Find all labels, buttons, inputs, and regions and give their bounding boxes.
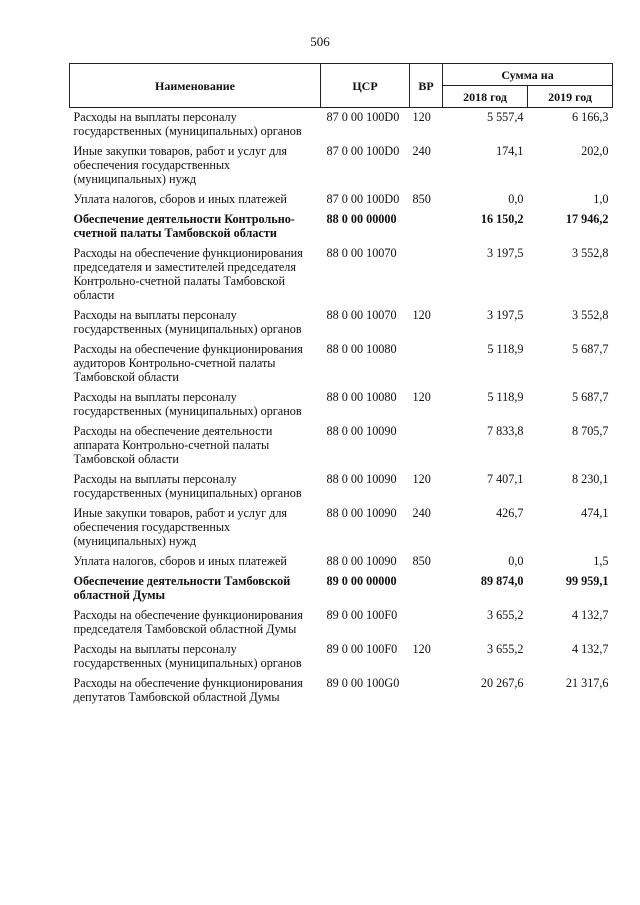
table-row: [70, 209, 613, 243]
row-vr: 120: [412, 472, 431, 486]
row-name: Расходы на выплаты персоналу государственных (муниципальных) органов: [73, 390, 302, 418]
row-name: Расходы на обеспечение функционирования депутатов Тамбовской областной Думы: [73, 676, 303, 704]
table-row: [70, 243, 613, 305]
row-value-2019: 8 705,7: [571, 424, 609, 438]
row-vr: 120: [412, 642, 431, 656]
page-number: 506: [310, 34, 330, 49]
table-row: [70, 339, 613, 387]
row-name: Расходы на обеспечение деятельности аппарата Контрольно-счетной палаты Тамбовской области: [73, 424, 273, 466]
row-name: Расходы на выплаты персоналу государственных (муниципальных) органов: [73, 308, 302, 336]
header-year-2018: 2018 год: [443, 86, 528, 108]
table-row: [70, 387, 613, 421]
header-year-2019: 2019 год: [528, 86, 613, 108]
row-name: Иные закупки товаров, работ и услуг для обеспечения государственных (муниципальных) нужд: [73, 144, 288, 186]
row-value-2019: 1,0: [593, 192, 609, 206]
table-row: [70, 189, 613, 209]
table-row: [70, 421, 613, 469]
row-vr: 120: [412, 308, 431, 322]
row-value-2019: 4 132,7: [571, 608, 609, 622]
row-vr: [410, 209, 443, 243]
row-csr: 88 0 00 10090: [326, 554, 397, 568]
row-value-2019: 5 687,7: [571, 342, 609, 356]
row-vr: [410, 605, 443, 639]
table-body: [70, 108, 613, 708]
row-value-2018: 3 197,5: [486, 246, 524, 260]
row-value-2018: 89 874,0: [480, 574, 524, 588]
row-value-2019: 1,5: [593, 554, 609, 568]
table-row: [70, 503, 613, 551]
row-value-2019: 4 132,7: [571, 642, 609, 656]
row-name: Обеспечение деятельности Контрольно-счетной палаты Тамбовской области: [73, 212, 295, 240]
row-vr: [410, 243, 443, 305]
row-vr: 120: [412, 110, 431, 124]
table-row: [70, 305, 613, 339]
row-value-2018: 7 833,8: [486, 424, 524, 438]
table-row: [70, 571, 613, 605]
row-vr: 120: [412, 390, 431, 404]
table-row: [70, 673, 613, 707]
row-csr: 88 0 00 10080: [326, 390, 397, 404]
row-csr: 88 0 00 10070: [326, 308, 397, 322]
row-value-2018: 5 118,9: [487, 342, 524, 356]
row-value-2018: 0,0: [508, 554, 524, 568]
row-csr: 88 0 00 10090: [326, 472, 397, 486]
row-value-2019: 21 317,6: [565, 676, 609, 690]
row-name: Расходы на обеспечение функционирования председателя и заместителей председателя Контрольно-счетной палаты Тамбовской области: [73, 246, 303, 302]
row-value-2019: 5 687,7: [571, 390, 609, 404]
row-value-2019: 6 166,3: [571, 110, 609, 124]
header-csr: ЦСР: [321, 64, 410, 108]
row-name: Обеспечение деятельности Тамбовской областной Думы: [73, 574, 291, 602]
row-csr: 88 0 00 10090: [326, 424, 397, 438]
row-csr: 88 0 00 10090: [326, 506, 397, 520]
row-value-2018: 20 267,6: [480, 676, 524, 690]
row-value-2018: 174,1: [496, 144, 524, 158]
row-value-2019: 99 959,1: [565, 574, 609, 588]
row-vr: [410, 421, 443, 469]
row-name: Расходы на обеспечение функционирования председателя Тамбовской областной Думы: [73, 608, 303, 636]
row-value-2019: 8 230,1: [571, 472, 609, 486]
row-csr: 87 0 00 100D0: [326, 144, 400, 158]
row-vr: [410, 339, 443, 387]
row-name: Расходы на выплаты персоналу государственных (муниципальных) органов: [73, 642, 302, 670]
table-row: [70, 469, 613, 503]
row-csr: 88 0 00 00000: [326, 212, 397, 226]
row-value-2018: 7 407,1: [486, 472, 524, 486]
row-csr: 87 0 00 100D0: [326, 110, 400, 124]
row-csr: 87 0 00 100D0: [326, 192, 400, 206]
row-vr: 240: [412, 506, 431, 520]
row-value-2019: 3 552,8: [571, 308, 609, 322]
row-csr: 88 0 00 10070: [326, 246, 397, 260]
row-value-2018: 3 655,2: [486, 608, 524, 622]
row-value-2019: 202,0: [581, 144, 609, 158]
row-value-2019: 17 946,2: [565, 212, 609, 226]
row-value-2019: 3 552,8: [571, 246, 609, 260]
table-row: [70, 605, 613, 639]
row-value-2018: 5 118,9: [487, 390, 524, 404]
row-vr: 850: [412, 554, 431, 568]
row-value-2018: 426,7: [496, 506, 524, 520]
row-vr: [410, 673, 443, 707]
row-value-2018: 3 197,5: [486, 308, 524, 322]
header-name: Наименование: [70, 64, 321, 108]
row-name: Расходы на обеспечение функционирования аудиторов Контрольно-счетной палаты Тамбовской области: [73, 342, 303, 384]
row-name: Уплата налогов, сборов и иных платежей: [73, 192, 287, 206]
row-name: Расходы на выплаты персоналу государственных (муниципальных) органов: [73, 472, 302, 500]
row-value-2018: 0,0: [508, 192, 524, 206]
row-csr: 89 0 00 100F0: [326, 608, 398, 622]
table-row: [70, 551, 613, 571]
row-value-2019: 474,1: [581, 506, 609, 520]
row-value-2018: 16 150,2: [480, 212, 524, 226]
row-csr: 89 0 00 100G0: [326, 676, 400, 690]
row-name: Иные закупки товаров, работ и услуг для обеспечения государственных (муниципальных) нужд: [73, 506, 288, 548]
row-name: Расходы на выплаты персоналу государственных (муниципальных) органов: [73, 110, 302, 138]
table-header: [70, 64, 613, 108]
table-row: [70, 108, 613, 142]
row-csr: 88 0 00 10080: [326, 342, 397, 356]
row-csr: 89 0 00 00000: [326, 574, 397, 588]
row-vr: [410, 571, 443, 605]
budget-table: [69, 63, 613, 707]
row-name: Уплата налогов, сборов и иных платежей: [73, 554, 287, 568]
header-vr: ВР: [410, 64, 443, 108]
table-row: [70, 141, 613, 189]
row-vr: 850: [412, 192, 431, 206]
table-row: [70, 639, 613, 673]
row-value-2018: 3 655,2: [486, 642, 524, 656]
row-csr: 89 0 00 100F0: [326, 642, 398, 656]
row-value-2018: 5 557,4: [486, 110, 524, 124]
row-vr: 240: [412, 144, 431, 158]
header-sum: Сумма на: [443, 64, 613, 86]
